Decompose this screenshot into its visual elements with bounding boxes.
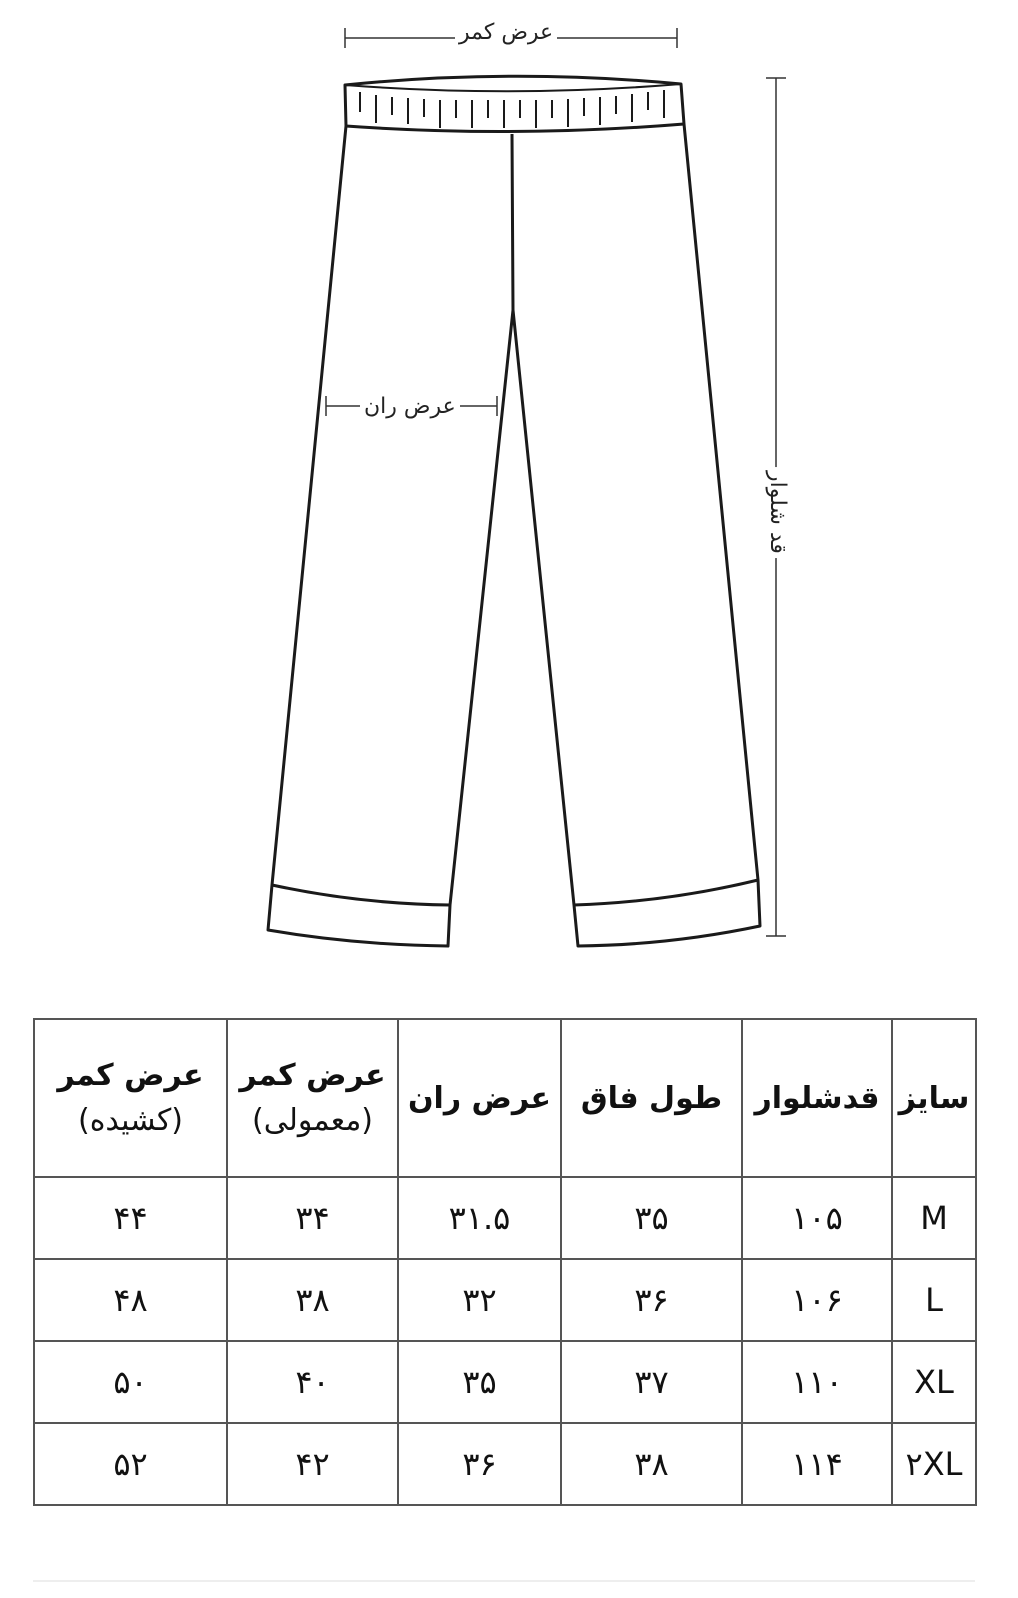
- table-header-row: [34, 1019, 976, 1177]
- header-rise: طول فاق: [561, 1019, 742, 1177]
- waistband: [345, 76, 684, 131]
- cell-waist-stretched: ۴۴: [34, 1177, 227, 1259]
- table-row: [34, 1177, 976, 1259]
- cell-rise: ۳۶: [561, 1259, 742, 1341]
- left-leg: [268, 126, 513, 946]
- cell-rise: ۳۵: [561, 1177, 742, 1259]
- cell-waist-stretched: ۴۸: [34, 1259, 227, 1341]
- cell-thigh: ۳۱.۵: [398, 1177, 561, 1259]
- header-waist-normal-sub: (معمولی): [252, 1103, 373, 1138]
- header-waist-stretched-title: عرض کمر: [57, 1058, 204, 1093]
- cell-size: M: [892, 1177, 976, 1259]
- header-length: قدشلوار: [742, 1019, 892, 1177]
- cell-waist-normal: ۴۰: [227, 1341, 398, 1423]
- size-chart-table: [33, 1018, 977, 1506]
- thigh-width-label: عرض ران: [360, 394, 460, 419]
- pants-length-label: قد شلوار: [765, 467, 790, 558]
- header-waist-stretched-sub: (کشیده): [78, 1103, 183, 1138]
- cell-thigh: ۳۵: [398, 1341, 561, 1423]
- cell-waist-normal: ۳۸: [227, 1259, 398, 1341]
- cell-length: ۱۱۰: [742, 1341, 892, 1423]
- cell-length: ۱۰۵: [742, 1177, 892, 1259]
- cell-thigh: ۳۲: [398, 1259, 561, 1341]
- cell-length: ۱۰۶: [742, 1259, 892, 1341]
- cell-waist-normal: ۴۲: [227, 1423, 398, 1505]
- table-row: [34, 1259, 976, 1341]
- header-waist-normal-title: عرض کمر: [239, 1058, 386, 1093]
- table-row: [34, 1341, 976, 1423]
- cell-size: L: [892, 1259, 976, 1341]
- header-waist-stretched: [34, 1019, 227, 1177]
- cell-thigh: ۳۶: [398, 1423, 561, 1505]
- header-waist-normal: [227, 1019, 398, 1177]
- cell-size: ۲XL: [892, 1423, 976, 1505]
- cell-size: XL: [892, 1341, 976, 1423]
- cell-length: ۱۱۴: [742, 1423, 892, 1505]
- cell-waist-stretched: ۵۲: [34, 1423, 227, 1505]
- header-thigh: عرض ران: [398, 1019, 561, 1177]
- cell-waist-normal: ۳۴: [227, 1177, 398, 1259]
- cell-rise: ۳۷: [561, 1341, 742, 1423]
- header-size: سایز: [892, 1019, 976, 1177]
- cell-rise: ۳۸: [561, 1423, 742, 1505]
- divider: [33, 1580, 975, 1582]
- waist-width-label: عرض کمر: [455, 20, 557, 45]
- table-row: [34, 1423, 976, 1505]
- cell-waist-stretched: ۵۰: [34, 1341, 227, 1423]
